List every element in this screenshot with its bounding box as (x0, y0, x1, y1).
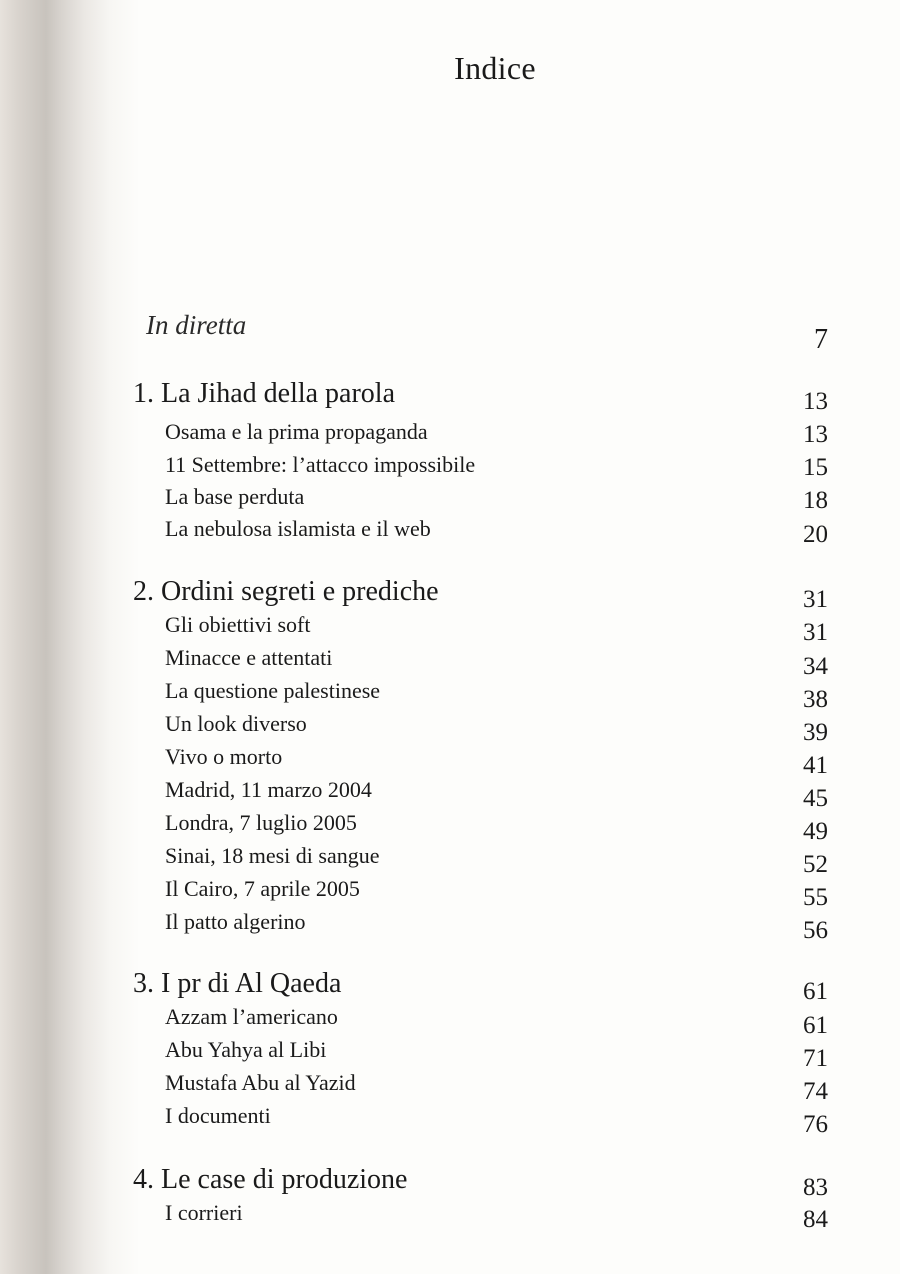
section-page: 49 (803, 818, 828, 845)
section-title: Londra, 7 luglio 2005 (165, 810, 357, 835)
toc-section[interactable] (0, 909, 900, 943)
toc-entry-page: 7 (814, 324, 828, 355)
section-title: Minacce e attentati (165, 645, 333, 670)
toc-chapter-4[interactable] (0, 1164, 900, 1201)
section-page: 20 (803, 521, 828, 548)
toc-chapter-3[interactable] (0, 968, 900, 1005)
toc-section[interactable] (0, 516, 900, 550)
section-page: 38 (803, 686, 828, 713)
section-title: I corrieri (165, 1200, 243, 1225)
toc-section[interactable] (0, 1037, 900, 1071)
toc-section[interactable] (0, 810, 900, 844)
chapter-title: 4. Le case di produzione (133, 1164, 408, 1195)
toc-section[interactable] (0, 678, 900, 712)
toc-section[interactable] (0, 484, 900, 518)
section-page: 55 (803, 884, 828, 911)
toc-section[interactable] (0, 452, 900, 486)
toc-section[interactable] (0, 843, 900, 877)
section-page: 76 (803, 1111, 828, 1138)
section-page: 39 (803, 719, 828, 746)
section-title: Osama e la prima propaganda (165, 419, 428, 444)
toc-chapter-1[interactable] (0, 378, 900, 415)
section-title: La nebulosa islamista e il web (165, 516, 431, 541)
section-page: 18 (803, 487, 828, 514)
section-page: 15 (803, 454, 828, 481)
section-page: 84 (803, 1206, 828, 1233)
section-title: Un look diverso (165, 711, 307, 736)
section-page: 31 (803, 619, 828, 646)
section-page: 45 (803, 785, 828, 812)
section-page: 74 (803, 1078, 828, 1105)
section-page: 61 (803, 1012, 828, 1039)
section-title: Gli obiettivi soft (165, 612, 311, 637)
section-title: Vivo o morto (165, 744, 283, 769)
section-page: 52 (803, 851, 828, 878)
page-title: Indice (454, 50, 536, 86)
section-page: 71 (803, 1045, 828, 1072)
toc-entry-intro[interactable] (0, 310, 900, 355)
section-page: 34 (803, 653, 828, 680)
toc-section[interactable] (0, 1103, 900, 1137)
toc-section[interactable] (0, 1200, 900, 1234)
toc-section[interactable] (0, 1070, 900, 1104)
toc-section[interactable] (0, 1004, 900, 1038)
toc-section[interactable] (0, 744, 900, 778)
chapter-page: 31 (803, 586, 828, 613)
toc-entry-label: In diretta (146, 310, 247, 340)
chapter-title: 2. Ordini segreti e prediche (133, 576, 439, 607)
toc-section[interactable] (0, 876, 900, 910)
chapter-page: 61 (803, 978, 828, 1005)
section-page: 56 (803, 917, 828, 944)
section-title: I documenti (165, 1103, 271, 1128)
chapter-page: 13 (803, 388, 828, 415)
chapter-title: 3. I pr di Al Qaeda (133, 968, 342, 999)
section-title: Azzam l’americano (165, 1004, 338, 1029)
toc-chapter-2[interactable] (0, 576, 900, 613)
section-title: Madrid, 11 marzo 2004 (165, 777, 372, 802)
toc-section[interactable] (0, 645, 900, 679)
section-title: La questione palestinese (165, 678, 381, 703)
toc-section[interactable] (0, 777, 900, 811)
section-title: Il Cairo, 7 aprile 2005 (165, 876, 360, 901)
section-page: 13 (803, 421, 828, 448)
section-title: Sinai, 18 mesi di sangue (165, 843, 380, 868)
toc-section[interactable] (0, 612, 900, 646)
toc-section[interactable] (0, 419, 900, 453)
section-title: La base perduta (165, 484, 305, 509)
section-title: Abu Yahya al Libi (165, 1037, 327, 1062)
section-title: Il patto algerino (165, 909, 306, 934)
chapter-page: 83 (803, 1174, 828, 1201)
section-title: 11 Settembre: l’attacco impossibile (165, 452, 476, 477)
section-page: 41 (803, 752, 828, 779)
toc-section[interactable] (0, 711, 900, 745)
section-title: Mustafa Abu al Yazid (165, 1070, 356, 1095)
chapter-title: 1. La Jihad della parola (133, 378, 396, 409)
